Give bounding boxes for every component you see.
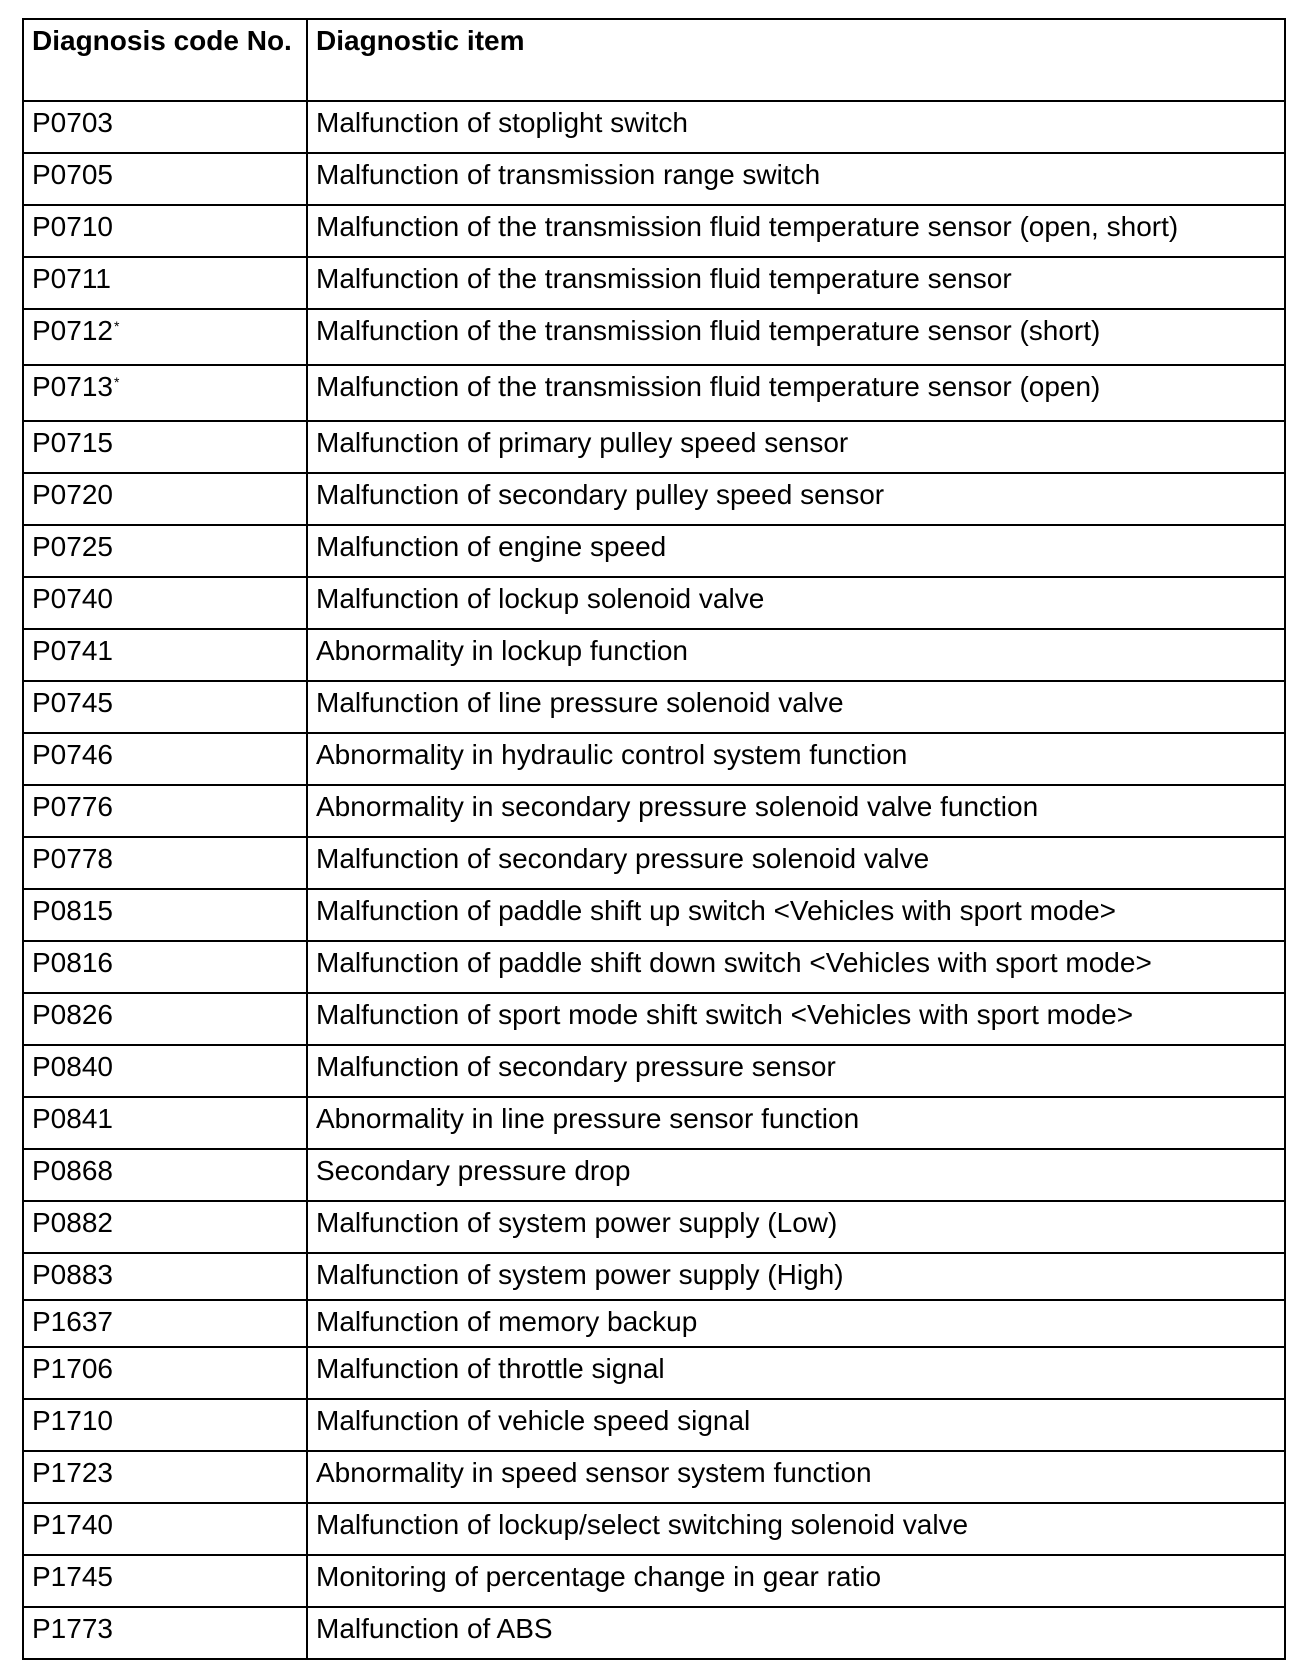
table-row — [23, 1300, 1285, 1347]
diagnosis-code: P0840 — [32, 1051, 113, 1082]
diagnosis-code: P0725 — [32, 531, 113, 562]
diagnosis-code: P0868 — [32, 1155, 113, 1186]
footnote-mark: * — [113, 318, 120, 334]
diagnosis-code-cell — [23, 1300, 307, 1347]
diagnostic-item-cell: Abnormality in secondary pressure solenoid valve function — [307, 785, 1285, 837]
table-row — [23, 365, 1285, 421]
diagnosis-code-cell — [23, 1253, 307, 1300]
table-row — [23, 421, 1285, 473]
diagnostic-item-cell: Abnormality in line pressure sensor function — [307, 1097, 1285, 1149]
diagnostic-item-cell: Malfunction of lockup solenoid valve — [307, 577, 1285, 629]
diagnosis-code-cell — [23, 1451, 307, 1503]
diagnosis-code: P0841 — [32, 1103, 113, 1134]
diagnosis-code-cell — [23, 1607, 307, 1659]
diagnosis-code-cell — [23, 1347, 307, 1399]
diagnosis-code: P1637 — [32, 1306, 113, 1337]
table-row — [23, 837, 1285, 889]
diagnosis-code-cell — [23, 1503, 307, 1555]
diagnosis-code-cell — [23, 473, 307, 525]
header-diagnosis-code: Diagnosis code No. — [23, 19, 307, 101]
table-row — [23, 101, 1285, 153]
diagnostic-item-cell: Malfunction of secondary pressure solenoid valve — [307, 837, 1285, 889]
table-row — [23, 993, 1285, 1045]
diagnostic-item-cell: Malfunction of the transmission fluid temperature sensor — [307, 257, 1285, 309]
diagnosis-code-cell — [23, 681, 307, 733]
diagnosis-code: P0713 — [32, 371, 113, 402]
diagnosis-code-cell — [23, 941, 307, 993]
diagnostic-item-cell: Malfunction of ABS — [307, 1607, 1285, 1659]
table-row — [23, 889, 1285, 941]
table-row — [23, 681, 1285, 733]
diagnostic-item-cell: Malfunction of the transmission fluid temperature sensor (open) — [307, 365, 1285, 421]
diagnosis-code-cell — [23, 1097, 307, 1149]
diagnostic-item-cell: Malfunction of vehicle speed signal — [307, 1399, 1285, 1451]
table-header-row — [23, 19, 1285, 101]
diagnosis-code: P0883 — [32, 1259, 113, 1290]
diagnosis-code: P1710 — [32, 1405, 113, 1436]
diagnostic-item-cell: Malfunction of memory backup — [307, 1300, 1285, 1347]
diagnosis-code: P0826 — [32, 999, 113, 1030]
diagnosis-code-cell — [23, 889, 307, 941]
diagnosis-code-cell — [23, 733, 307, 785]
diagnosis-code: P0710 — [32, 211, 113, 242]
diagnosis-code-cell — [23, 785, 307, 837]
table-row — [23, 941, 1285, 993]
diagnostic-item-cell: Monitoring of percentage change in gear ratio — [307, 1555, 1285, 1607]
table-row — [23, 1097, 1285, 1149]
table-body — [23, 101, 1285, 1659]
table-row — [23, 577, 1285, 629]
diagnostic-item-cell: Malfunction of stoplight switch — [307, 101, 1285, 153]
diagnosis-code: P0715 — [32, 427, 113, 458]
diagnostic-item-cell: Malfunction of system power supply (High) — [307, 1253, 1285, 1300]
diagnosis-code: P0741 — [32, 635, 113, 666]
diagnostic-item-cell: Malfunction of paddle shift down switch <Vehicles with sport mode> — [307, 941, 1285, 993]
table-row — [23, 1253, 1285, 1300]
diagnosis-code: P1740 — [32, 1509, 113, 1540]
diagnosis-code: P0816 — [32, 947, 113, 978]
diagnosis-code-cell — [23, 525, 307, 577]
diagnostic-item-cell: Malfunction of line pressure solenoid valve — [307, 681, 1285, 733]
diagnostic-item-cell: Malfunction of engine speed — [307, 525, 1285, 577]
diagnostic-item-cell: Malfunction of paddle shift up switch <Vehicles with sport mode> — [307, 889, 1285, 941]
diagnosis-code: P0740 — [32, 583, 113, 614]
diagnostic-item-cell: Malfunction of primary pulley speed sensor — [307, 421, 1285, 473]
diagnostic-item-cell: Malfunction of secondary pressure sensor — [307, 1045, 1285, 1097]
table-row — [23, 629, 1285, 681]
diagnosis-code-cell — [23, 205, 307, 257]
diagnostic-item-cell: Malfunction of throttle signal — [307, 1347, 1285, 1399]
diagnostic-item-cell: Malfunction of transmission range switch — [307, 153, 1285, 205]
diagnosis-code-cell — [23, 257, 307, 309]
diagnosis-code-cell — [23, 1149, 307, 1201]
table-row — [23, 1149, 1285, 1201]
diagnosis-code: P0745 — [32, 687, 113, 718]
diagnosis-code-cell — [23, 993, 307, 1045]
diagnostic-item-cell: Malfunction of lockup/select switching solenoid valve — [307, 1503, 1285, 1555]
table-row — [23, 1201, 1285, 1253]
diagnosis-code: P1723 — [32, 1457, 113, 1488]
table-row — [23, 733, 1285, 785]
diagnostic-item-cell: Abnormality in speed sensor system function — [307, 1451, 1285, 1503]
table-row — [23, 309, 1285, 365]
diagnosis-code-cell — [23, 365, 307, 421]
diagnosis-code-cell — [23, 1045, 307, 1097]
diagnostic-item-cell: Secondary pressure drop — [307, 1149, 1285, 1201]
diagnostic-item-cell: Malfunction of sport mode shift switch <Vehicles with sport mode> — [307, 993, 1285, 1045]
diagnosis-code: P0703 — [32, 107, 113, 138]
diagnosis-code-cell — [23, 153, 307, 205]
table-row — [23, 785, 1285, 837]
table-row — [23, 1503, 1285, 1555]
diagnostic-item-cell: Malfunction of system power supply (Low) — [307, 1201, 1285, 1253]
diagnosis-code: P0712 — [32, 315, 113, 346]
diagnosis-code-cell — [23, 309, 307, 365]
table-row — [23, 1555, 1285, 1607]
diagnosis-code: P1745 — [32, 1561, 113, 1592]
diagnosis-code: P0711 — [32, 263, 111, 294]
diagnosis-code: P1706 — [32, 1353, 113, 1384]
diagnosis-code: P0778 — [32, 843, 113, 874]
diagnostic-item-cell: Malfunction of the transmission fluid temperature sensor (open, short) — [307, 205, 1285, 257]
diagnosis-code: P1773 — [32, 1613, 113, 1644]
diagnosis-code-cell — [23, 1399, 307, 1451]
footnote-mark: * — [113, 374, 120, 390]
table-row — [23, 525, 1285, 577]
diagnosis-code-table — [22, 18, 1286, 1660]
diagnostic-item-cell: Malfunction of secondary pulley speed sensor — [307, 473, 1285, 525]
diagnostic-item-cell: Malfunction of the transmission fluid temperature sensor (short) — [307, 309, 1285, 365]
table-row — [23, 1347, 1285, 1399]
diagnosis-code-cell — [23, 577, 307, 629]
table-row — [23, 257, 1285, 309]
diagnostic-item-cell: Abnormality in hydraulic control system function — [307, 733, 1285, 785]
table-row — [23, 473, 1285, 525]
diagnosis-code-cell — [23, 1201, 307, 1253]
table-row — [23, 1045, 1285, 1097]
diagnosis-code-cell — [23, 101, 307, 153]
diagnosis-code-cell — [23, 837, 307, 889]
diagnosis-code: P0815 — [32, 895, 113, 926]
table-row — [23, 153, 1285, 205]
diagnosis-code: P0746 — [32, 739, 113, 770]
diagnosis-code: P0720 — [32, 479, 113, 510]
table-row — [23, 1607, 1285, 1659]
diagnosis-code: P0776 — [32, 791, 113, 822]
table-row — [23, 1451, 1285, 1503]
header-diagnostic-item: Diagnostic item — [307, 19, 1285, 101]
table-row — [23, 205, 1285, 257]
table-row — [23, 1399, 1285, 1451]
diagnosis-code-cell — [23, 1555, 307, 1607]
diagnosis-code-cell — [23, 629, 307, 681]
diagnostic-item-cell: Abnormality in lockup function — [307, 629, 1285, 681]
diagnosis-code-cell — [23, 421, 307, 473]
diagnosis-code: P0705 — [32, 159, 113, 190]
diagnosis-code: P0882 — [32, 1207, 113, 1238]
